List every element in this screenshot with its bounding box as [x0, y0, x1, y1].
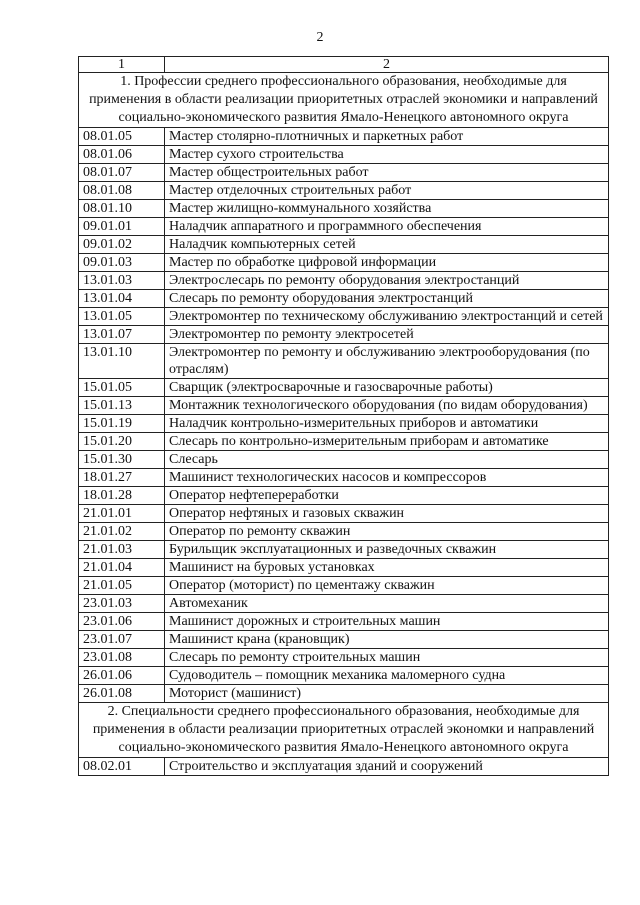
profession-name: Монтажник технологического оборудования (по видам оборудования) [165, 397, 609, 415]
profession-name: Моторист (машинист) [165, 685, 609, 703]
table-row [79, 613, 609, 631]
profession-name: Электромонтер по техническому обслуживанию электростанций и сетей [165, 308, 609, 326]
profession-name: Оператор нефтяных и газовых скважин [165, 505, 609, 523]
table-row [79, 272, 609, 290]
table-row [79, 559, 609, 577]
table-row [79, 577, 609, 595]
table-header-row [79, 57, 609, 73]
table-row [79, 326, 609, 344]
profession-code: 15.01.13 [79, 397, 165, 415]
profession-code: 26.01.06 [79, 667, 165, 685]
profession-code: 15.01.30 [79, 451, 165, 469]
profession-name: Мастер сухого строительства [165, 146, 609, 164]
profession-code: 23.01.07 [79, 631, 165, 649]
profession-code: 21.01.01 [79, 505, 165, 523]
table-row [79, 308, 609, 326]
column-header-name: 2 [165, 57, 609, 73]
profession-name: Машинист технологических насосов и компрессоров [165, 469, 609, 487]
profession-code: 18.01.27 [79, 469, 165, 487]
profession-name: Наладчик компьютерных сетей [165, 236, 609, 254]
profession-code: 08.01.10 [79, 200, 165, 218]
profession-name: Электромонтер по ремонту электросетей [165, 326, 609, 344]
profession-name: Оператор (моторист) по цементажу скважин [165, 577, 609, 595]
profession-name: Машинист на буровых установках [165, 559, 609, 577]
profession-name: Электромонтер по ремонту и обслуживанию электрооборудования (по отраслям) [165, 344, 609, 379]
profession-code: 21.01.02 [79, 523, 165, 541]
table-row [79, 541, 609, 559]
table-row [79, 631, 609, 649]
table-row [79, 523, 609, 541]
profession-code: 23.01.06 [79, 613, 165, 631]
profession-name: Оператор нефтепереработки [165, 487, 609, 505]
profession-code: 21.01.03 [79, 541, 165, 559]
profession-name: Слесарь по ремонту строительных машин [165, 649, 609, 667]
profession-name: Мастер отделочных строительных работ [165, 182, 609, 200]
profession-name: Сварщик (электросварочные и газосварочные работы) [165, 379, 609, 397]
profession-code: 09.01.02 [79, 236, 165, 254]
profession-code: 08.01.05 [79, 128, 165, 146]
profession-name: Слесарь по ремонту оборудования электростанций [165, 290, 609, 308]
profession-code: 08.01.07 [79, 164, 165, 182]
table-row [79, 487, 609, 505]
table-row [79, 236, 609, 254]
page-number: 2 [316, 30, 324, 45]
profession-code: 09.01.01 [79, 218, 165, 236]
table-row [79, 218, 609, 236]
profession-name: Мастер по обработке цифровой информации [165, 254, 609, 272]
profession-code: 23.01.03 [79, 595, 165, 613]
table-row [79, 182, 609, 200]
profession-code: 15.01.19 [79, 415, 165, 433]
profession-name: Электрослесарь по ремонту оборудования электростанций [165, 272, 609, 290]
profession-name: Мастер столярно-плотничных и паркетных работ [165, 128, 609, 146]
table-row [79, 415, 609, 433]
profession-name: Автомеханик [165, 595, 609, 613]
profession-code: 13.01.03 [79, 272, 165, 290]
section-heading: 1. Профессии среднего профессионального образования, необходимые для применения в области реализации приоритетных отраслей экономики и направлений социально-экономического развития Ямало-Ненецкого автономного округа [79, 73, 609, 128]
table-row [79, 595, 609, 613]
professions-table [78, 56, 609, 776]
table-row [79, 200, 609, 218]
profession-code: 13.01.05 [79, 308, 165, 326]
profession-name: Оператор по ремонту скважин [165, 523, 609, 541]
table-row [79, 505, 609, 523]
profession-name: Машинист дорожных и строительных машин [165, 613, 609, 631]
profession-name: Строительство и эксплуатация зданий и сооружений [165, 758, 609, 776]
profession-name: Мастер жилищно-коммунального хозяйства [165, 200, 609, 218]
table-row [79, 128, 609, 146]
section-heading-row [79, 703, 609, 758]
table-row [79, 379, 609, 397]
table-row [79, 758, 609, 776]
profession-code: 13.01.07 [79, 326, 165, 344]
table-row [79, 649, 609, 667]
profession-code: 15.01.05 [79, 379, 165, 397]
table-row [79, 433, 609, 451]
profession-name: Бурильщик эксплуатационных и разведочных скважин [165, 541, 609, 559]
profession-code: 21.01.05 [79, 577, 165, 595]
profession-code: 18.01.28 [79, 487, 165, 505]
profession-code: 08.01.06 [79, 146, 165, 164]
profession-code: 13.01.10 [79, 344, 165, 379]
profession-code: 15.01.20 [79, 433, 165, 451]
table-row [79, 254, 609, 272]
table-body [79, 73, 609, 776]
profession-name: Мастер общестроительных работ [165, 164, 609, 182]
profession-code: 13.01.04 [79, 290, 165, 308]
profession-name: Судоводитель – помощник механика маломерного судна [165, 667, 609, 685]
profession-code: 21.01.04 [79, 559, 165, 577]
profession-code: 26.01.08 [79, 685, 165, 703]
profession-code: 09.01.03 [79, 254, 165, 272]
section-heading-row [79, 73, 609, 128]
profession-code: 08.01.08 [79, 182, 165, 200]
profession-code: 08.02.01 [79, 758, 165, 776]
table-row [79, 451, 609, 469]
table-row [79, 146, 609, 164]
table-row [79, 290, 609, 308]
table-row [79, 469, 609, 487]
table-row [79, 344, 609, 379]
table-row [79, 667, 609, 685]
column-header-code: 1 [79, 57, 165, 73]
table-row [79, 164, 609, 182]
profession-name: Слесарь по контрольно-измерительным приборам и автоматике [165, 433, 609, 451]
profession-name: Наладчик контрольно-измерительных приборов и автоматики [165, 415, 609, 433]
table-row [79, 397, 609, 415]
profession-name: Наладчик аппаратного и программного обеспечения [165, 218, 609, 236]
profession-code: 23.01.08 [79, 649, 165, 667]
table-row [79, 685, 609, 703]
profession-name: Машинист крана (крановщик) [165, 631, 609, 649]
profession-name: Слесарь [165, 451, 609, 469]
section-heading: 2. Специальности среднего профессионального образования, необходимые для применения в области реализации приоритетных отраслей экономки и направлений социально-экономического развития Ямало-Ненецкого автономного округа [79, 703, 609, 758]
